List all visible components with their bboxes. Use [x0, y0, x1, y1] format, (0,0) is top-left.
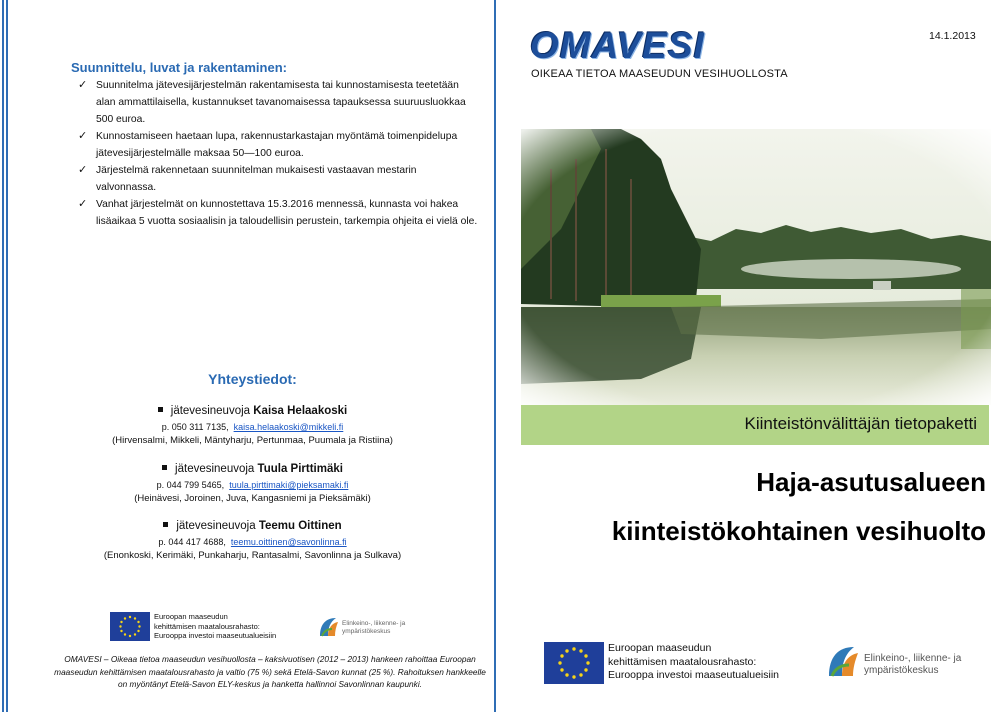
contact-email-link[interactable]: teemu.oittinen@savonlinna.fi	[230, 537, 347, 547]
list-item: ✓ Vanhat järjestelmät on kunnostettava 15.3.2016 mennessä, kunnasta voi hakea lisäaikaa 5 vuotta sosiaalisin ja taloudellisin perustein, tarkempia ohjeita ei vielä ole.	[78, 198, 478, 227]
lake-photo	[521, 129, 991, 405]
ely-logo-icon	[316, 614, 340, 638]
contact-area: (Heinävesi, Joroinen, Juva, Kangasniemi ja Pieksämäki)	[134, 493, 371, 504]
bullet-icon	[162, 465, 167, 470]
contact-name: Kaisa Helaakoski	[253, 405, 348, 417]
brand-tagline: OIKEAA TIETOA MAASEUDUN VESIHUOLLOSTA	[531, 68, 788, 80]
contact-card: jätevesineuvoja Tuula Pirttimäki p. 044 799 5465, tuula.pirttimaki@pieksamaki.fi (Heinävesi, Joroinen, Juva, Kangasniemi ja Pieksämäki)	[10, 462, 495, 505]
document-date: 14.1.2013	[929, 30, 976, 42]
left-panel	[10, 0, 495, 712]
contact-card: jätevesineuvoja Kaisa Helaakoski p. 050 311 7135, kaisa.helaakoski@mikkeli.fi (Hirvensalmi, Mikkeli, Mäntyharju, Pertunmaa, Puumala ja Ristiina)	[10, 404, 495, 447]
brand-logo: OMAVESI	[530, 25, 705, 66]
checkmark-icon: ✓	[78, 198, 88, 210]
contact-phone: p. 044 417 4688,	[158, 537, 226, 547]
subtitle-banner	[521, 405, 989, 445]
contact-card: jätevesineuvoja Teemu Oittinen p. 044 417 4688, teemu.oittinen@savonlinna.fi (Enonkoski, Kerimäki, Punkaharju, Rantasalmi, Savonlinna ja Sulkava)	[10, 519, 495, 562]
contact-phone: p. 044 799 5465,	[156, 480, 225, 490]
list-item: ✓ Suunnitelma jätevesijärjestelmän rakentamisesta tai kunnostamisesta teetetään alan ammattilaisella, kustannukset tavanomaisessa tapauksessa suuruusluokkaa 500 euroa.	[78, 79, 466, 125]
contact-email-link[interactable]: tuula.pirttimaki@pieksamaki.fi	[229, 480, 349, 490]
list-item: ✓ Järjestelmä rakennetaan suunnitelman mukaisesti vastaavan mestarin valvonnassa.	[78, 164, 417, 193]
planning-title: Suunnittelu, luvat ja rakentaminen:	[71, 60, 287, 75]
footer-note: OMAVESI – Oikeaa tietoa maaseudun vesihuollosta – kaksivuotisen (2012 – 2013) hankeen rahoittaa Euroopan maaseudun kehittämisen maatalousrahasto ja valtio (75 %) sekä Etelä-Savon kunnat (25 %). Rahoituksen hankkeelle on myöntänyt Etelä-Savon ELY-keskus ja hanketta hallinnoi Savonlinnan kaupunki.	[54, 654, 486, 689]
ely-logo-icon	[824, 642, 860, 678]
contact-area: (Enonkoski, Kerimäki, Punkaharju, Rantasalmi, Savonlinna ja Sulkava)	[103, 550, 402, 561]
contact-email-link[interactable]: kaisa.helaakoski@mikkeli.fi	[233, 422, 344, 432]
eu-flag-icon	[110, 612, 150, 641]
checkmark-icon: ✓	[78, 130, 88, 142]
divider-line	[2, 0, 4, 712]
list-item: ✓ Kunnostamiseen haetaan lupa, rakennustarkastajan myöntämä toimenpidelupa jätevesijärjestelmälle maksaa 50—100 euroa.	[78, 130, 458, 159]
eu-flag-icon	[544, 642, 604, 684]
checkmark-icon: ✓	[78, 79, 88, 91]
main-title-line-1: Haja-asutusalueen	[756, 467, 986, 497]
checkmark-icon: ✓	[78, 164, 88, 176]
contact-name: Teemu Oittinen	[258, 520, 342, 532]
divider-line	[6, 0, 8, 712]
contact-phone: p. 050 311 7135,	[161, 422, 229, 432]
bullet-icon	[163, 522, 168, 527]
bullet-icon	[158, 407, 163, 412]
contact-area: (Hirvensalmi, Mikkeli, Mäntyharju, Pertunmaa, Puumala ja Ristiina)	[112, 435, 393, 446]
contacts-title: Yhteystiedot:	[208, 371, 297, 387]
main-title-line-2: kiinteistökohtainen vesihuolto	[611, 516, 986, 546]
contact-name: Tuula Pirttimäki	[257, 463, 343, 475]
planning-list	[78, 77, 478, 230]
eu-logo-small: Euroopan maaseudun kehittämisen maatalousrahasto: Eurooppa investoi maaseutualueisiin Elinkeino-, liikenne- ja ympäristökeskus	[110, 612, 410, 642]
lake-landscape-image	[521, 129, 991, 405]
subtitle: Kiinteistönvälittäjän tietopaketti	[744, 414, 977, 433]
eu-logo-large: Euroopan maaseudun kehittämisen maatalousrahasto: Eurooppa investoi maaseutualueisiin Elinkeino-, liikenne- ja ympäristökeskus	[544, 642, 984, 684]
